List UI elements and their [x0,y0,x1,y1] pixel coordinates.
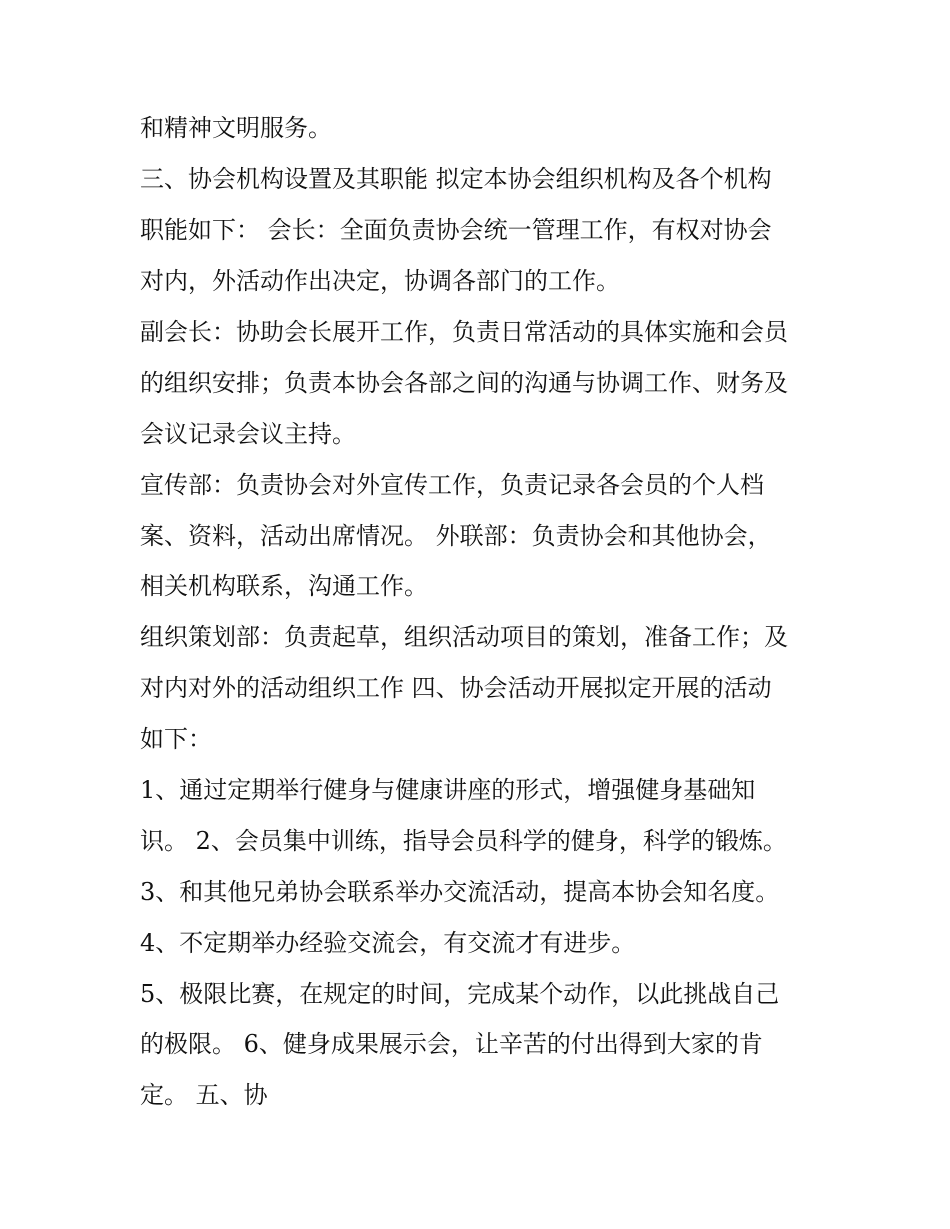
text-line: 对内对外的活动组织工作 四、协会活动开展拟定开展的活动 [140,674,772,702]
text-line: 定。 五、协 [140,1081,268,1109]
text-line: 5、极限比赛，在规定的时间，完成某个动作，以此挑战自己 [140,980,780,1008]
text-line: 识。 2、会员集中训练，指导会员科学的健身，科学的锻炼。 [140,827,787,855]
text-line: 3、和其他兄弟协会联系举办交流活动，提高本协会知名度。 [140,878,780,906]
text-line: 4、不定期举办经验交流会，有交流才有进步。 [140,929,636,957]
text-line: 案、资料，活动出席情况。 外联部：负责协会和其他协会， [140,522,772,550]
text-line: 和精神文明服务。 [140,114,332,142]
text-line: 副会长：协助会长展开工作，负责日常活动的具体实施和会员 [140,318,788,346]
text-line: 会议记录会议主持。 [140,420,356,448]
text-line: 宣传部：负责协会对外宣传工作，负责记录各会员的个人档 [140,471,764,499]
text-line: 相关机构联系，沟通工作。 [140,572,428,600]
text-line: 的组织安排；负责本协会各部之间的沟通与协调工作、财务及 [140,369,788,397]
text-line: 职能如下： 会长：全面负责协会统一管理工作，有权对协会 [140,216,772,244]
text-line: 1、通过定期举行健身与健康讲座的形式，增强健身基础知 [140,776,756,804]
text-line: 对内，外活动作出决定，协调各部门的工作。 [140,267,620,295]
text-line: 如下： [140,725,212,753]
text-line: 三、协会机构设置及其职能 拟定本协会组织机构及各个机构 [140,165,772,193]
text-line: 的极限。 6、健身成果展示会，让辛苦的付出得到大家的肯 [140,1030,763,1058]
text-line: 组织策划部：负责起草，组织活动项目的策划，准备工作；及 [140,623,788,651]
